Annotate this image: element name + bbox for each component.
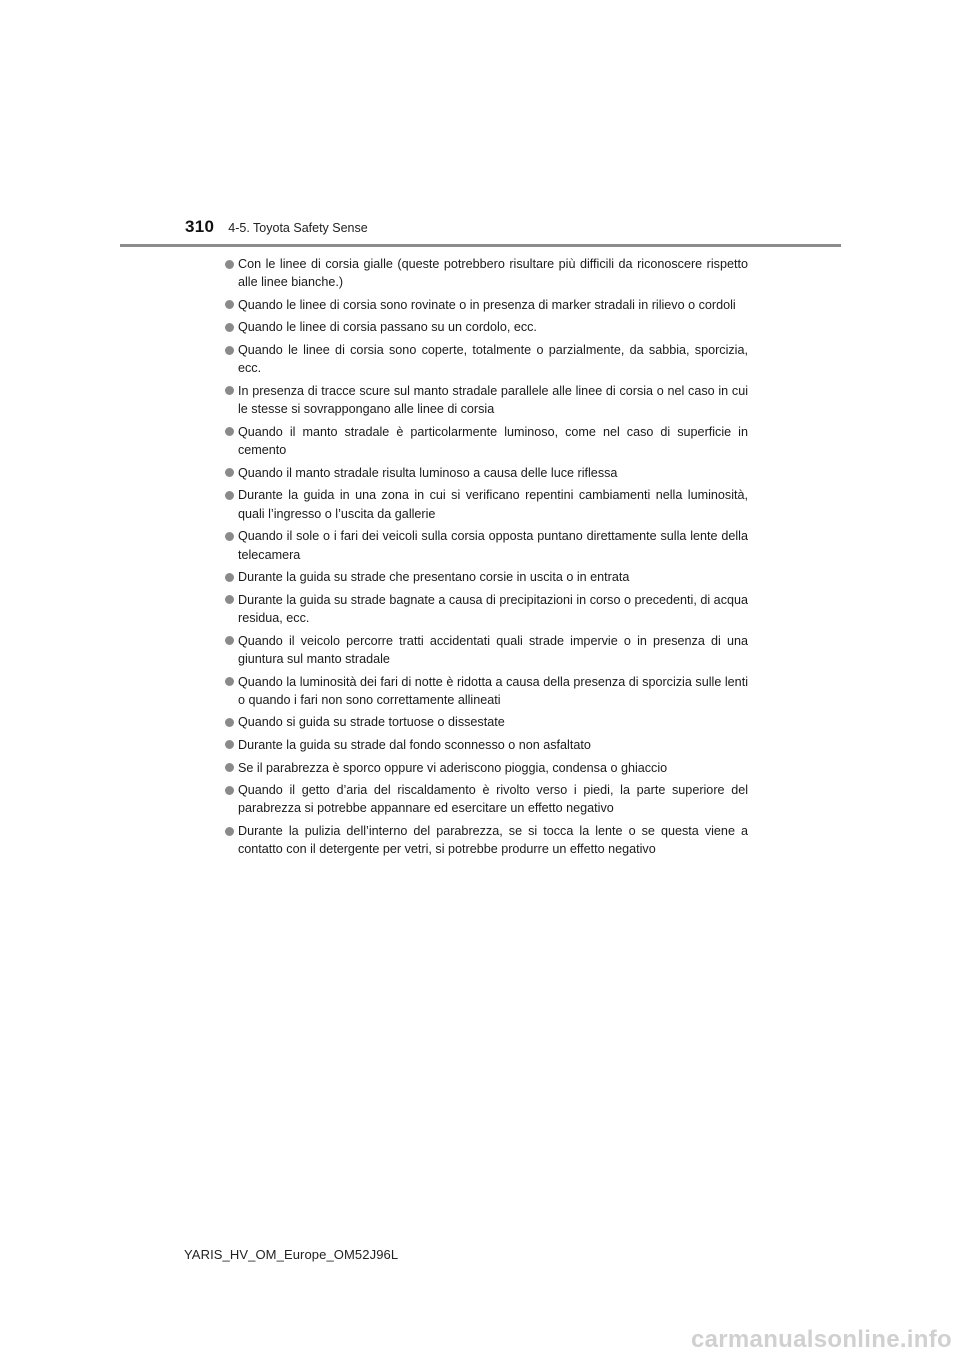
bullet-circle-icon xyxy=(225,532,234,541)
list-item xyxy=(225,423,748,460)
bullet-circle-icon xyxy=(225,740,234,749)
list-item-text: Quando si guida su strade tortuose o dissestate xyxy=(238,715,505,730)
bullet-circle-icon xyxy=(225,427,234,436)
bullet-circle-icon xyxy=(225,323,234,332)
list-item-text: Quando le linee di corsia sono rovinate o in presenza di marker stradali in rilievo o cordoli xyxy=(238,297,736,312)
list-item-text: Quando le linee di corsia sono coperte, totalmente o parzialmente, da sabbia, sporcizia, ecc. xyxy=(238,343,748,376)
list-item xyxy=(225,822,748,859)
bullet-circle-icon xyxy=(225,595,234,604)
list-item-text: Quando il sole o i fari dei veicoli sulla corsia opposta puntano direttamente sulla lente della telecamera xyxy=(238,529,748,562)
list-item xyxy=(225,486,748,523)
bullet-circle-icon xyxy=(225,346,234,355)
bullet-circle-icon xyxy=(225,573,234,582)
bullet-circle-icon xyxy=(225,786,234,795)
list-item-text: Durante la guida su strade bagnate a causa di precipitazioni in corso o precedenti, di acqua residua, ecc. xyxy=(238,592,748,626)
bullet-circle-icon xyxy=(225,677,234,686)
page-header xyxy=(185,217,368,241)
list-item xyxy=(225,759,748,777)
bullet-circle-icon xyxy=(225,468,234,477)
list-item xyxy=(225,464,748,482)
list-item xyxy=(225,632,748,669)
list-item-text: Durante la guida su strade dal fondo sconnesso o non asfaltato xyxy=(238,737,591,752)
list-item xyxy=(225,673,748,710)
list-item-text: Quando il manto stradale risulta luminoso a causa delle luce riflessa xyxy=(238,465,618,480)
list-item-text: Durante la guida su strade che presentano corsie in uscita o in entrata xyxy=(238,570,630,585)
watermark-logo: carmanualsonline.info xyxy=(690,1326,952,1353)
list-item-text: Quando il veicolo percorre tratti accidentati quali strade impervie o in presenza di una giuntura sul manto stradale xyxy=(238,633,748,666)
bullet-circle-icon xyxy=(225,300,234,309)
document-code: YARIS_HV_OM_Europe_OM52J96L xyxy=(184,1247,399,1262)
list-item xyxy=(225,713,748,731)
header-divider xyxy=(120,244,841,247)
bullet-circle-icon xyxy=(225,718,234,727)
list-item xyxy=(225,591,748,628)
bullet-circle-icon xyxy=(225,827,234,836)
bullet-circle-icon xyxy=(225,491,234,500)
conditions-bullet-list xyxy=(225,255,748,863)
list-item xyxy=(225,296,748,314)
list-item-text: Durante la pulizia dell’interno del parabrezza, se si tocca la lente o se questa viene a contatto con il detergente per vetri, si potrebbe produrre un effetto negativo xyxy=(238,824,748,857)
list-item xyxy=(225,341,748,378)
bullet-circle-icon xyxy=(225,763,234,772)
list-item xyxy=(225,736,748,754)
list-item xyxy=(225,781,748,818)
list-item-text: In presenza di tracce scure sul manto stradale parallele alle linee di corsia o nel caso in cui le stesse si sovrappongano alle linee di corsia xyxy=(238,383,748,417)
list-item-text: Quando la luminosità dei fari di notte è ridotta a causa della presenza di sporcizia sulle lenti o quando i fari non sono correttamente allineati xyxy=(238,674,748,707)
list-item xyxy=(225,527,748,564)
bullet-circle-icon xyxy=(225,386,234,395)
page-number: 310 xyxy=(185,217,215,236)
list-item-text: Con le linee di corsia gialle (queste potrebbero risultare più difficili da riconoscere rispetto alle linee bianche.) xyxy=(238,257,748,290)
list-item-text: Durante la guida in una zona in cui si verificano repentini cambiamenti nella luminosità, quali l’ingresso o l’uscita da gallerie xyxy=(238,488,748,521)
list-item xyxy=(225,382,748,419)
list-item xyxy=(225,255,748,292)
section-title: 4-5. Toyota Safety Sense xyxy=(228,221,368,235)
list-item-text: Quando il getto d’aria del riscaldamento è rivolto verso i piedi, la parte superiore del parabrezza si potrebbe appannare ed esercitare un effetto negativo xyxy=(238,783,748,816)
list-item xyxy=(225,568,748,586)
list-item-text: Se il parabrezza è sporco oppure vi aderiscono pioggia, condensa o ghiaccio xyxy=(238,760,668,775)
bullet-circle-icon xyxy=(225,260,234,269)
list-item xyxy=(225,318,748,336)
list-item-text: Quando le linee di corsia passano su un cordolo, ecc. xyxy=(238,320,537,335)
list-item-text: Quando il manto stradale è particolarmente luminoso, come nel caso di superficie in cemento xyxy=(238,424,748,458)
bullet-circle-icon xyxy=(225,636,234,645)
